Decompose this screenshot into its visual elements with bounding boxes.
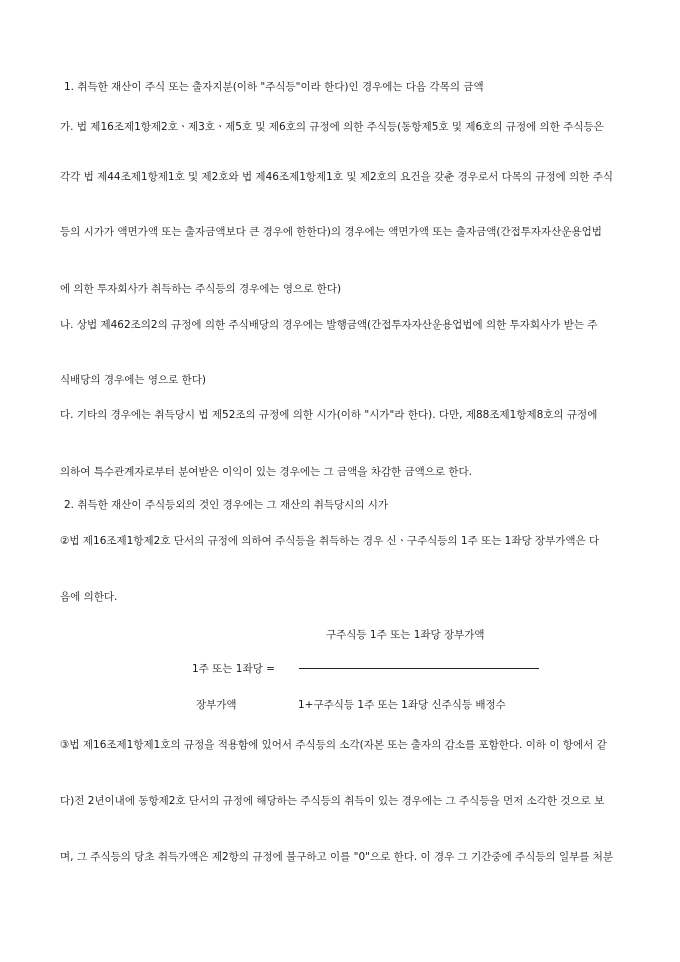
clause-1-ga-continued-1: 각각 법 제44조제1항제1호 및 제2호와 법 제46조제1항제1호 및 제2호의 요건을 갖춘 경우로서 다목의 규정에 의한 주식	[60, 171, 614, 183]
clause-1-ga-continued-3: 에 의한 투자회사가 취득하는 주식등의 경우에는 영으로 한다)	[60, 283, 342, 295]
paragraph-2-text: ②법 제16조제1항제2호 단서의 규정에 의하여 주식등을 취득하는 경우 신ㆍ구주식등의 1주 또는 1좌당 장부가액은 다	[60, 535, 600, 547]
formula-left-label: 1주 또는 1좌당 =	[192, 663, 275, 675]
paragraph-3-text: ③법 제16조제1항제1호의 규정을 적용함에 있어서 주식등의 소각(자본 또는 출자의 감소를 포함한다. 이하 이 항에서 같	[60, 739, 607, 751]
clause-1-da-text: 다. 기타의 경우에는 취득당시 법 제52조의 규정에 의한 시가(이하 "시가"라 한다). 다만, 제88조제1항제8호의 규정에	[60, 409, 598, 421]
formula-left-label-bottom: 장부가액	[196, 699, 237, 711]
clause-2-text: 2. 취득한 재산이 주식등외의 것인 경우에는 그 재산의 취득당시의 시가	[64, 499, 389, 511]
clause-1-na-continued: 식배당의 경우에는 영으로 한다)	[60, 374, 206, 386]
paragraph-3-continued-1: 다)전 2년이내에 동항제2호 단서의 규정에 해당하는 주식등의 취득이 있는 경우에는 그 주식등을 먼저 소각한 것으로 보	[60, 795, 605, 807]
clause-1-text: 1. 취득한 재산이 주식 또는 출자지분(이하 "주식등"이라 한다)인 경우에는 다음 각목의 금액	[64, 81, 484, 93]
paragraph-3-continued-2: 며, 그 주식등의 당초 취득가액은 제2항의 규정에 불구하고 이를 "0"으로 한다. 이 경우 그 기간중에 주식등의 일부를 처분	[60, 851, 614, 863]
formula-denominator: 1+구주식등 1주 또는 1좌당 신주식등 배정수	[298, 699, 506, 711]
formula-fraction-bar	[299, 668, 539, 669]
clause-1-na-text: 나. 상법 제462조의2의 규정에 의한 주식배당의 경우에는 발행금액(간접투자자산운용업법에 의한 투자회사가 받는 주	[60, 319, 598, 331]
formula-numerator: 구주식등 1주 또는 1좌당 장부가액	[326, 629, 485, 641]
clause-1-ga-continued-2: 등의 시가가 액면가액 또는 출자금액보다 큰 경우에 한한다)의 경우에는 액면가액 또는 출자금액(간접투자자산운용업법	[60, 226, 602, 238]
clause-1-ga-text: 가. 법 제16조제1항제2호ㆍ제3호ㆍ제5호 및 제6호의 규정에 의한 주식등(동항제5호 및 제6호의 규정에 의한 주식등은	[60, 121, 604, 133]
paragraph-2-continued: 음에 의한다.	[60, 591, 118, 603]
clause-1-da-continued: 의하여 특수관계자로부터 분여받은 이익이 있는 경우에는 그 금액을 차감한 금액으로 한다.	[60, 466, 473, 478]
